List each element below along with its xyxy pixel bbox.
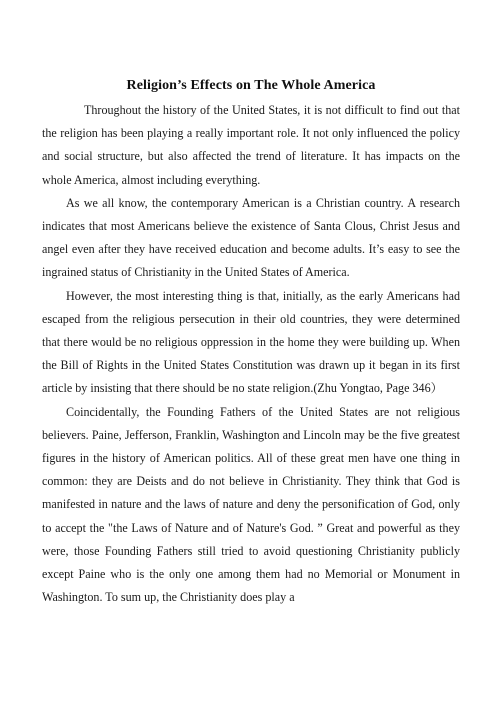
paragraph-3: However, the most interesting thing is that, initially, as the early Americans had escaped from the religious persecution in their old countries, they were determined that there would be no religious oppression in the home they were building up. When the Bill of Rights in the United States Constitution was drawn up it began in its first article by insisting that there should be no state religion.(Zhu Yongtao, Page 346）: [42, 288, 460, 396]
document-title: Religion’s Effects on The Whole America: [126, 78, 376, 93]
document-body: [42, 99, 460, 609]
paragraph-1: Throughout the history of the United States, it is not difficult to find out that the religion has been playing a really important role. It not only influenced the policy and social structure, but also affected the trend of literature. It has impacts on the whole America, almost including everything.: [42, 103, 460, 187]
paragraph-2: As we all know, the contemporary American is a Christian country. A research indicates that most Americans believe the existence of Santa Clous, Christ Jesus and angel even after they have received education and become adults. It’s easy to see the ingrained status of Christianity in the United States of America.: [42, 195, 460, 280]
paragraph-4: Coincidentally, the Founding Fathers of the United States are not religious believers. Paine, Jefferson, Franklin, Washington and Lincoln may be the five greatest figures in the history of American politics. All of these great men have one thing in common: they are Deists and do not believe in Christianity. They think that God is manifested in nature and the laws of nature and deny the personification of God, only to accept the "the Laws of Nature and of Nature's God. ” Great and powerful as they were, those Founding Fathers still tried to avoid questioning Christianity publicly except Paine who is the only one among them had no Memorial or Monument in Washington. To sum up, the Christianity does play a: [42, 404, 460, 605]
